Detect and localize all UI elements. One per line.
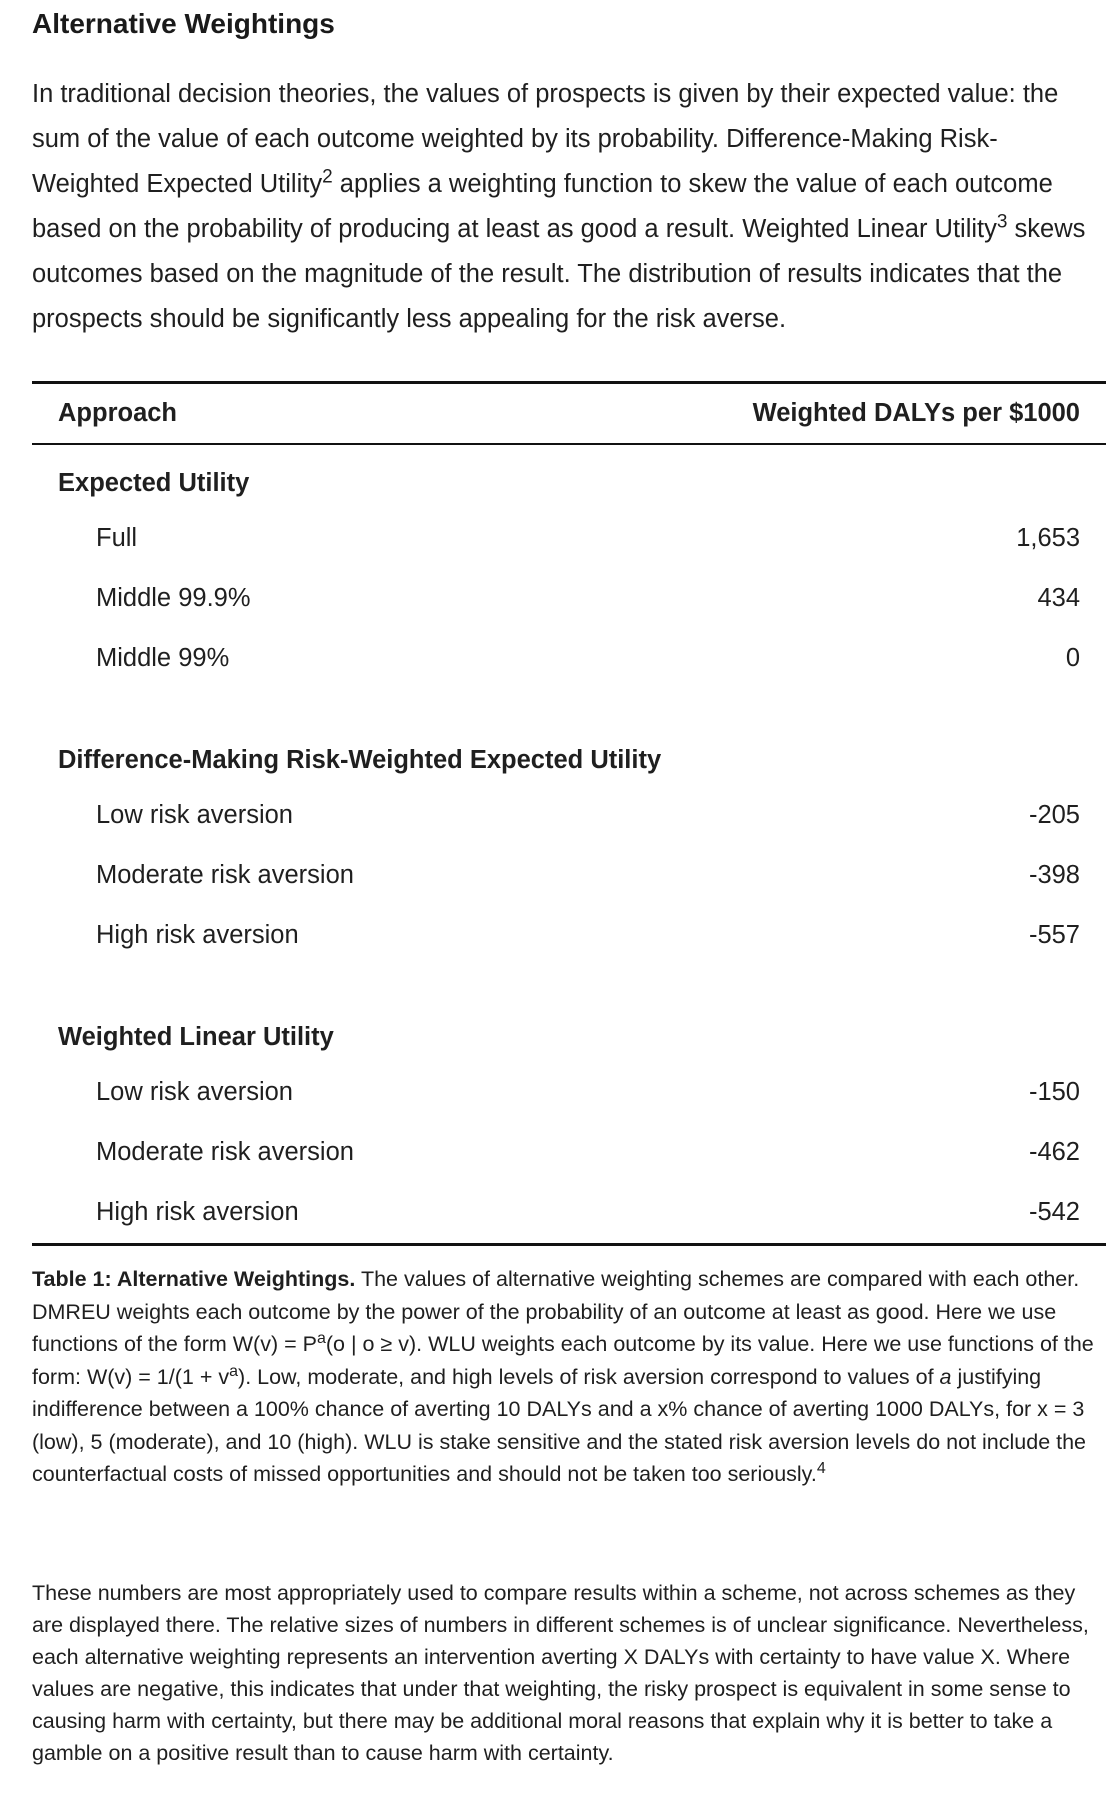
row-label: Moderate risk aversion <box>96 861 354 889</box>
caption-text-2: (o | o ≥ v). WLU weights each outcome by its value. Here we use functions of the form: W(v) = 1/(1 + v <box>32 1332 1094 1389</box>
intro-text-1: In traditional decision theories, the values of prospects is given by their expected value: the sum of the value of each outcome weighted by its probability. Difference-Making Risk-Weighted Expected Utility <box>32 80 1059 198</box>
table-row <box>32 786 1106 846</box>
table-row <box>32 629 1106 689</box>
intro-paragraph <box>32 72 1098 342</box>
row-value: -205 <box>1028 801 1080 829</box>
table-row <box>32 846 1106 906</box>
table-row <box>32 906 1106 966</box>
group-spacer <box>32 966 1106 999</box>
table-header-row <box>32 383 1106 444</box>
header-weighted-dalys: Weighted DALYs per $1000 <box>752 398 1080 427</box>
table-row <box>32 509 1106 569</box>
group-header <box>32 444 1106 509</box>
row-value: -462 <box>1028 1138 1080 1166</box>
closing-paragraph: These numbers are most appropriately used to compare results within a scheme, not across schemes as they are displayed there. The relative sizes of numbers in different schemes is of unclear significance. Nevertheless, each alternative weighting represents an intervention averting X DALYs with certainty to have value X. Where values are negative, this indicates that under that weighting, the risky prospect is equivalent in some sense to causing harm with certainty, but there may be additional moral reasons that explain why it is better to take a gamble on a positive result than to cause harm with certainty. <box>32 1581 1089 1765</box>
group-header <box>32 722 1106 786</box>
caption-sup-a: a <box>316 1329 326 1347</box>
group-name: Difference-Making Risk-Weighted Expected Utility <box>58 746 662 774</box>
row-label: High risk aversion <box>96 921 299 949</box>
caption-label: Table 1: Alternative Weightings. <box>32 1267 356 1291</box>
footnote-ref-2[interactable]: 2 <box>322 166 333 188</box>
group-name: Expected Utility <box>58 469 250 497</box>
caption-text-3: ). Low, moderate, and high levels of risk aversion correspond to values of <box>238 1364 940 1389</box>
footnote-ref-3[interactable]: 3 <box>996 211 1008 233</box>
intro-text-2: applies a weighting function to skew the value of each outcome based on the probability of producing at least as good a result. Weighted Linear Utility <box>32 170 1053 243</box>
table-caption <box>32 1263 1102 1491</box>
row-label: Middle 99% <box>96 644 230 672</box>
table-row <box>32 1183 1106 1245</box>
caption-sup-a: a <box>229 1362 239 1380</box>
table-row <box>32 1123 1106 1183</box>
table-row <box>32 569 1106 629</box>
row-value: -398 <box>1028 861 1080 889</box>
table-row <box>32 1063 1106 1123</box>
group-spacer <box>32 689 1106 722</box>
group-name: Weighted Linear Utility <box>58 1023 334 1051</box>
row-label: Low risk aversion <box>96 801 293 829</box>
results-table <box>32 381 1106 1246</box>
row-value: -150 <box>1028 1078 1080 1106</box>
header-approach: Approach <box>58 398 178 427</box>
section-title: Alternative Weightings <box>32 8 335 39</box>
caption-italic-a: a <box>939 1364 952 1389</box>
group-header <box>32 999 1106 1063</box>
row-label: Low risk aversion <box>96 1078 293 1106</box>
row-value: 434 <box>1037 584 1080 612</box>
row-label: High risk aversion <box>32 1183 525 1245</box>
row-label: Moderate risk aversion <box>96 1138 354 1166</box>
row-value: 0 <box>1065 644 1080 672</box>
row-label: Full <box>96 524 138 552</box>
caption-text-1: The values of alternative weighting schemes are compared with each other. DMREU weights each outcome by the power of the probability of an outcome at least as good. Here we use functions of the form W(v) = P <box>32 1267 1080 1356</box>
intro-text-3: skews outcomes based on the magnitude of the result. The distribution of results indicates that the prospects should be significantly less appealing for the risk averse. <box>32 215 1086 333</box>
row-label: Middle 99.9% <box>96 584 251 612</box>
row-value: -557 <box>1028 921 1080 949</box>
footnote-ref-4[interactable]: 4 <box>816 1459 826 1477</box>
row-value: 1,653 <box>1016 524 1080 552</box>
row-value: -542 <box>525 1183 1106 1245</box>
caption-text-4: justifying indifference between a 100% chance of averting 10 DALYs and a x% chance of averting 1000 DALYs, for x = 3 (low), 5 (moderate), and 10 (high). WLU is stake sensitive and the stated risk aversion levels do not include the counterfactual costs of missed opportunities and should not be taken too seriously. <box>32 1364 1087 1486</box>
